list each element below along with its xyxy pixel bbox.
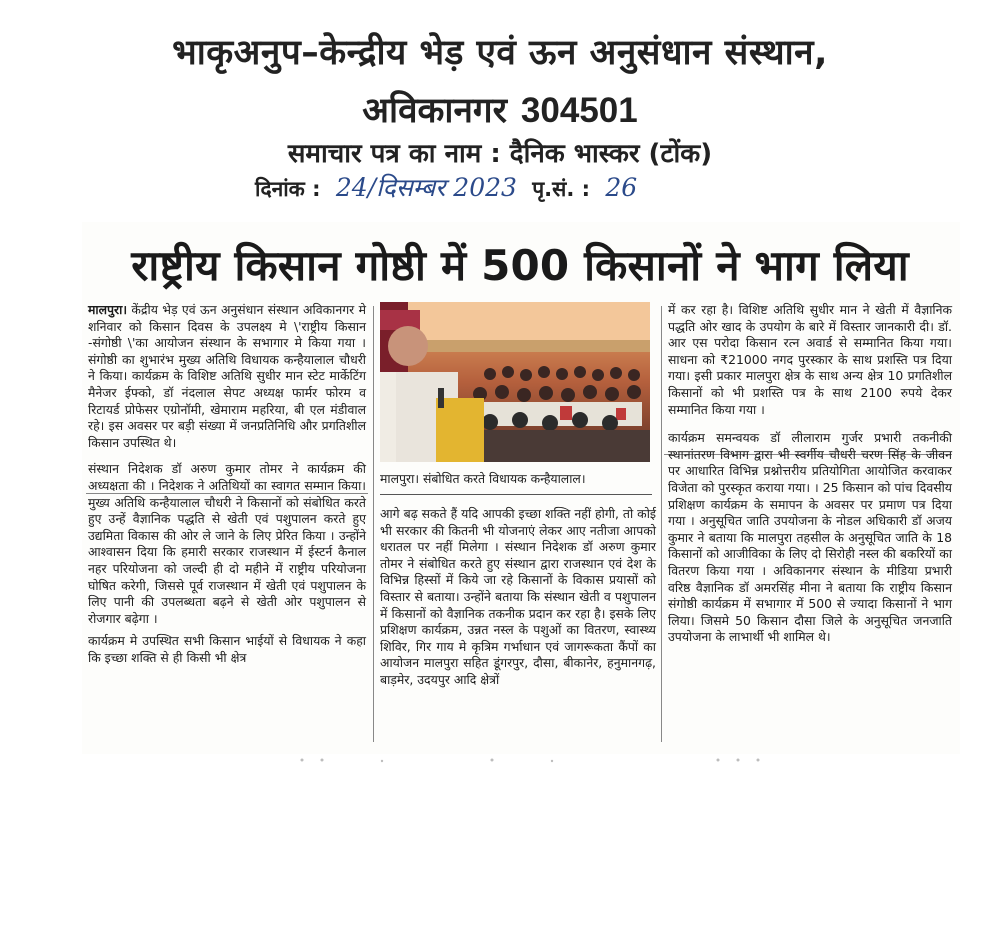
photo-caption: मालपुरा। संबोधित करते विधायक कन्हैयालाल। xyxy=(380,471,586,486)
clipping-bottom-edge xyxy=(82,752,960,768)
paragraph-text: केंद्रीय भेड़ एवं ऊन अनुसंधान संस्थान अविकानगर मे शनिवार को किसान दिवस के उपलक्ष्य मे \'राष्ट्रीय किसान -संगोष्ठी \'का आयोजन संस्थान के सभागार मे किया गया । संगोष्ठी का शुभारंभ मुख्य अतिथि विधायक कन्हैयालाल चौधरी ने किया। कार्यक्रम के विशिष्ट अतिथि सुधीर मान स्टेट मार्केटिंग मैनेजर ईफ्को, डॉ नंदलाल सेपट अध्यक्ष फार्मर फोरम व रिटायर्ड प्रोफेसर एग्रोनॉमी, खेमाराम महरिया, बी एल मंडीवाल रहे। इस अवसर पर बड़ी संख्या में जनप्रतिनिधि और प्रगतिशील किसान उपस्थित थे। xyxy=(88,302,366,450)
date-line xyxy=(255,170,645,204)
paragraph xyxy=(88,302,366,451)
date-label: दिनांक : xyxy=(255,177,321,201)
paragraph: आगे बढ़ सकते हैं यदि आपकी इच्छा शक्ति नहीं होगी, तो कोई भी सरकार की कितनी भी योजनाएं लेकर आए नतीजा आपको धरातल पर नहीं मिलेगा । संस्थान निदेशक डॉ अरुण कुमार तोमर ने संबोधित करते हुए संस्थान द्वारा राजस्थान एवं देश के विभिन्न हिस्सों में किये जा रहे किसानों के विकास प्रयासों को विस्तार से बताया। उन्होंने बताया कि संस्थान खेती व पशुपालन में किसानों को वैज्ञानिक तकनीक प्रदान कर रहा है। इसके लिए प्रशिक्षण कार्यक्रम, उन्नत नस्ल के पशुओं का वितरण, स्वास्थ्य शिविर, गिर गाय मे कृत्रिम गर्भाधान एवं जागरूकता कैंपों का आयोजन मालपुरा सहित डूंगरपुर, दौसा, बीकानेर, हनुमानगढ़, बाड़मेर, उदयपुर आदि क्षेत्रों xyxy=(380,506,656,687)
paragraph: कार्यक्रम समन्वयक डॉ लीलाराम गुर्जर प्रभारी तकनीकी स्थानांतरण विभाग द्वारा भी स्वर्गीय चौधरी चरण सिंह के जीवन पर आधारित विभिन्न प्रश्नोत्तरीय प्रतियोगिता आयोजित करवाकर विजेता को पुरस्कृत कराया गया। । 25 किसान को पांच दिवसीय प्रशिक्षण कार्यक्रम के समापन के अवसर पर प्रमाण पत्र दिया गया । अनुसूचित जाति उपयोजना के नोडल अधिकारी डॉ अजय कुमार ने बताया कि मालपुरा तहसील के अनुसूचित जाति के 18 किसानों को आजीविका के लिए दो सिरोही नस्ल की बकरियों का वितरण किया गया । अविकानगर संस्थान के मीडिया प्रभारी वरिष्ठ वैज्ञानिक डॉ अमरसिंह मीना ने बताया कि राष्ट्रीय किसान संगोष्ठी कार्यक्रम में सभागार में 500 से ज्यादा किसानों ने भाग लिया। जिसमे 50 किसान दौसा जिले के अनुसूचित जनजाति उपयोजना के लाभार्थी भी शामिल थे। xyxy=(668,430,952,645)
institute-location xyxy=(0,86,1000,133)
pincode: 304501 xyxy=(520,91,638,130)
newspaper-name: समाचार पत्र का नाम : दैनिक भास्कर (टोंक) xyxy=(287,139,713,169)
dateline: मालपुरा। xyxy=(88,302,128,317)
caption-rule xyxy=(380,494,652,495)
column-divider xyxy=(373,306,374,742)
paragraph: संस्थान निदेशक डॉ अरुण कुमार तोमर ने कार्यक्रम की अध्यक्षता की । निदेशक ने अतिथियों का स्वागत सम्मान किया। मुख्य अतिथि कन्हैयालाल चौधरी ने किसानों को संबोधित करते हुए उन्हें वैज्ञानिक पद्धति से खेती एवं पशुपालन करते हुए उद्यमिता विकास की ओर ले जाने के लिए प्रेरित किया । उन्होंने आश्वासन दिया कि हमारी सरकार राजस्थान में ईस्टर्न कैनाल नहर परियोजना को जल्दी ही दो महीने में राष्ट्रीय परियोजना घोषित करेगी, जिससे पूर्व राजस्थान में खेती एवं पशुपालन के लिए पानी की उपलब्धता बढ़ने से खेती ओर पशुपालन से रोजगार बढ़ेगा । xyxy=(88,461,366,626)
paragraph: कार्यक्रम मे उपस्थित सभी किसान भाईयों से विधायक ने कहा कि इच्छा शक्ति से ही किसी भी क्षेत्र xyxy=(88,633,366,665)
date-value: 24/दिसम्बर 2023 xyxy=(335,173,517,202)
article-column-3 xyxy=(668,302,952,652)
article-column-1 xyxy=(88,302,366,672)
page-value: 26 xyxy=(605,173,638,202)
institute-place: अविकानगर xyxy=(362,91,507,131)
institute-name: भाकृअनुप–केन्द्रीय भेड़ एवं ऊन अनुसंधान संस्थान, xyxy=(172,33,828,73)
paragraph: में कर रहा है। विशिष्ट अतिथि सुधीर मान ने खेती में वैज्ञानिक पद्धति ओर खाद के उपयोग के बारे में विस्तार जानकारी दी। डॉ. आर एस परोदा किसान रत्न अवार्ड से सम्मानित किया गया। साधना को ₹21000 नगद पुरस्कार के साथ प्रशस्ति पत्र दिया गया। इसी प्रकार मालपुरा क्षेत्र के साथ अन्य क्षेत्र 10 प्रगतिशील किसानों को भी प्रशस्ति पत्र के साथ 2100 रुपये देकर सम्मानित किया गया । xyxy=(668,302,952,417)
column-divider xyxy=(661,306,662,742)
page-label: पृ.सं. : xyxy=(532,177,591,201)
event-photo xyxy=(380,302,650,462)
article-column-2 xyxy=(380,506,656,695)
article-headline: राष्ट्रीय किसान गोष्ठी में 500 किसानों ने भाग लिया xyxy=(131,241,909,290)
